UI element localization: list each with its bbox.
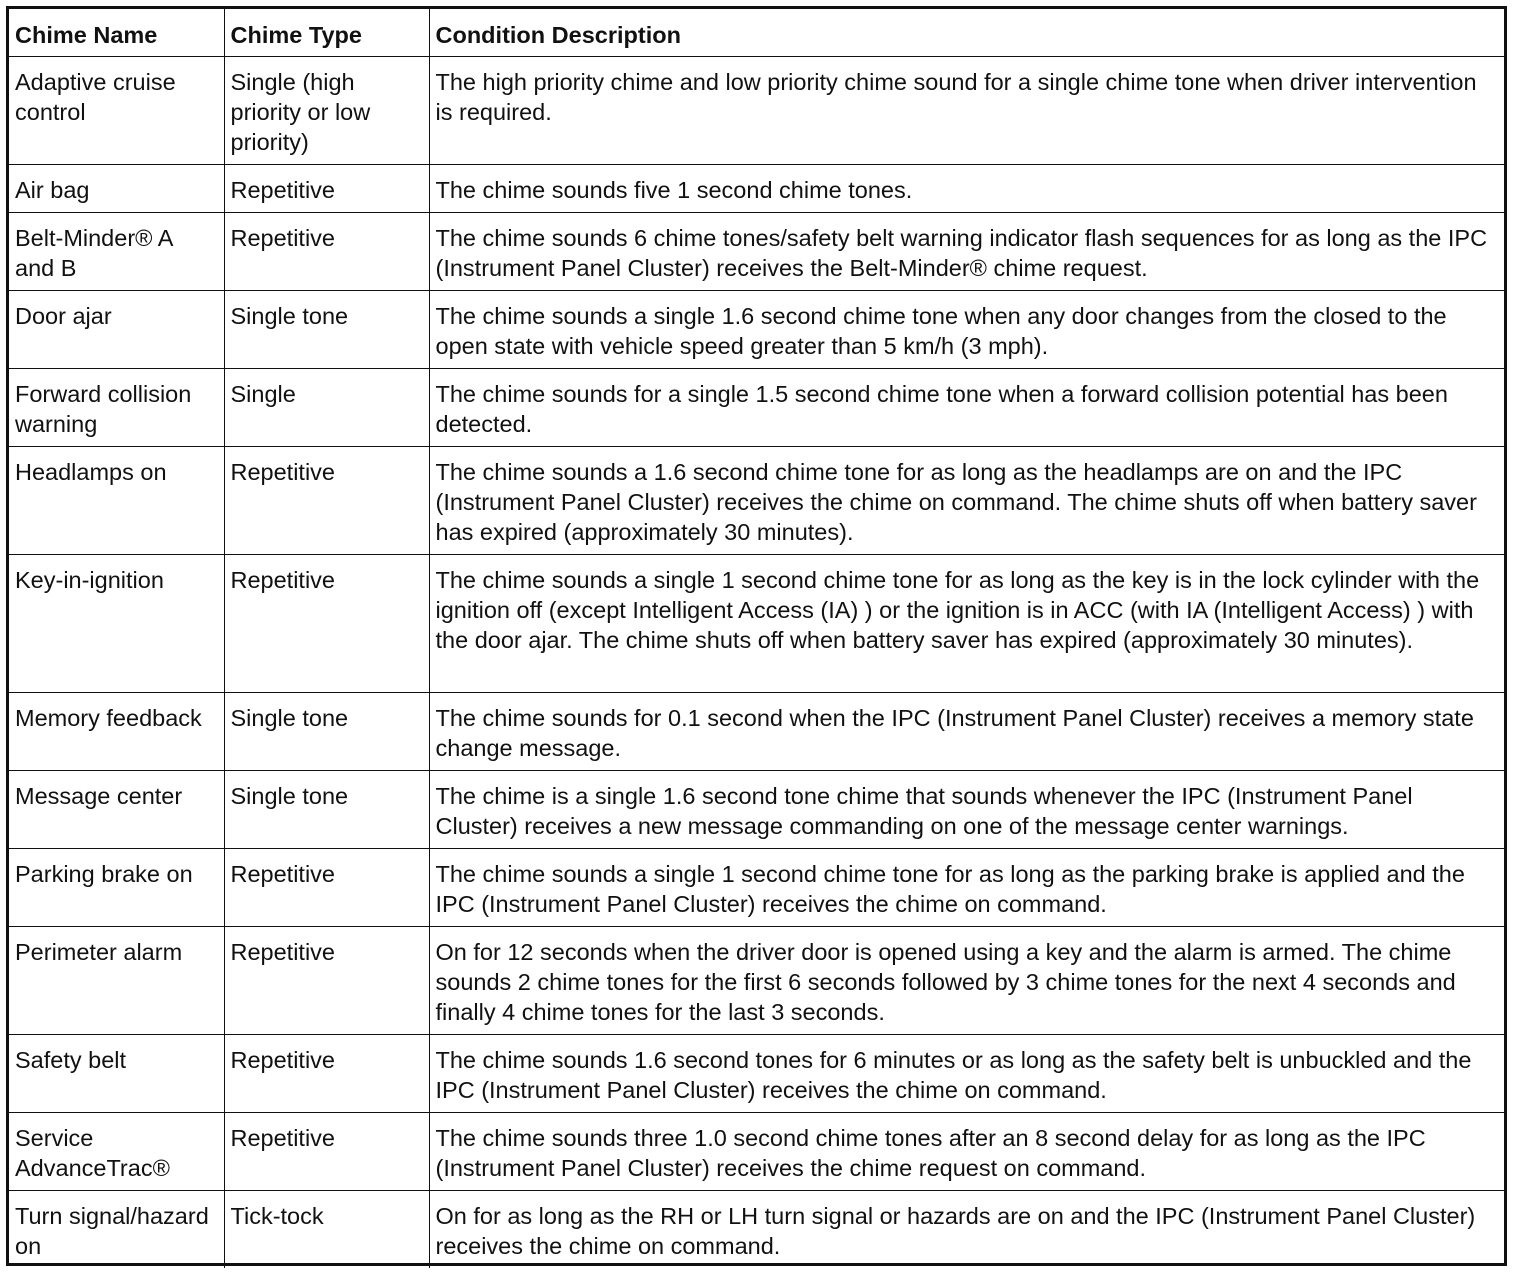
cell-condition-description: The chime sounds for 0.1 second when the IPC (Instrument Panel Cluster) receives a memory state change message. — [429, 693, 1504, 771]
chime-table-container — [6, 6, 1507, 1266]
cell-chime-name: Door ajar — [9, 291, 224, 369]
table-row — [9, 1191, 1504, 1268]
table-row — [9, 165, 1504, 213]
cell-chime-type: Repetitive — [224, 1113, 429, 1191]
chime-table — [9, 9, 1504, 1268]
cell-condition-description: The chime sounds a single 1 second chime tone for as long as the parking brake is applied and the IPC (Instrument Panel Cluster) receives the chime on command. — [429, 849, 1504, 927]
cell-chime-name: Safety belt — [9, 1035, 224, 1113]
cell-chime-type: Repetitive — [224, 1035, 429, 1113]
cell-chime-type: Repetitive — [224, 213, 429, 291]
cell-condition-description: The high priority chime and low priority chime sound for a single chime tone when driver intervention is required. — [429, 57, 1504, 165]
cell-chime-type: Single tone — [224, 693, 429, 771]
table-row — [9, 771, 1504, 849]
cell-condition-description: The chime sounds a single 1.6 second chime tone when any door changes from the closed to the open state with vehicle speed greater than 5 km/h (3 mph). — [429, 291, 1504, 369]
table-row — [9, 57, 1504, 165]
cell-condition-description: The chime sounds for a single 1.5 second chime tone when a forward collision potential has been detected. — [429, 369, 1504, 447]
cell-chime-name: Message center — [9, 771, 224, 849]
table-row — [9, 927, 1504, 1035]
cell-condition-description: The chime sounds 1.6 second tones for 6 minutes or as long as the safety belt is unbuckled and the IPC (Instrument Panel Cluster) receives the chime on command. — [429, 1035, 1504, 1113]
cell-condition-description: On for 12 seconds when the driver door is opened using a key and the alarm is armed. The chime sounds 2 chime tones for the first 6 seconds followed by 3 chime tones for the next 4 seconds and finally 4 chime tones for the last 3 seconds. — [429, 927, 1504, 1035]
table-row — [9, 1113, 1504, 1191]
table-row — [9, 213, 1504, 291]
cell-chime-type: Single (high priority or low priority) — [224, 57, 429, 165]
cell-chime-type: Single tone — [224, 771, 429, 849]
header-chime-type: Chime Type — [224, 9, 429, 57]
cell-condition-description: The chime sounds a 1.6 second chime tone for as long as the headlamps are on and the IPC (Instrument Panel Cluster) receives the chime on command. The chime shuts off when battery saver has expired (approximately 30 minutes). — [429, 447, 1504, 555]
cell-chime-type: Repetitive — [224, 927, 429, 1035]
cell-chime-type: Repetitive — [224, 165, 429, 213]
header-condition-description: Condition Description — [429, 9, 1504, 57]
table-row — [9, 555, 1504, 693]
table-row — [9, 1035, 1504, 1113]
cell-condition-description: The chime sounds three 1.0 second chime tones after an 8 second delay for as long as the IPC (Instrument Panel Cluster) receives the chime request on command. — [429, 1113, 1504, 1191]
cell-chime-name: Forward collision warning — [9, 369, 224, 447]
table-row — [9, 291, 1504, 369]
cell-chime-type: Tick-tock — [224, 1191, 429, 1268]
cell-chime-name: Key-in-ignition — [9, 555, 224, 693]
cell-chime-type: Single tone — [224, 291, 429, 369]
table-row — [9, 849, 1504, 927]
cell-chime-name: Air bag — [9, 165, 224, 213]
table-row — [9, 693, 1504, 771]
cell-chime-type: Repetitive — [224, 555, 429, 693]
cell-condition-description: The chime sounds 6 chime tones/safety belt warning indicator flash sequences for as long as the IPC (Instrument Panel Cluster) receives the Belt-Minder® chime request. — [429, 213, 1504, 291]
cell-chime-name: Perimeter alarm — [9, 927, 224, 1035]
table-row — [9, 447, 1504, 555]
cell-condition-description: On for as long as the RH or LH turn signal or hazards are on and the IPC (Instrument Panel Cluster) receives the chime on command. — [429, 1191, 1504, 1268]
cell-chime-name: Adaptive cruise control — [9, 57, 224, 165]
cell-chime-name: Service AdvanceTrac® — [9, 1113, 224, 1191]
header-row — [9, 9, 1504, 57]
cell-chime-type: Repetitive — [224, 447, 429, 555]
cell-chime-name: Parking brake on — [9, 849, 224, 927]
cell-chime-type: Repetitive — [224, 849, 429, 927]
cell-condition-description: The chime sounds five 1 second chime tones. — [429, 165, 1504, 213]
cell-chime-name: Turn signal/hazard on — [9, 1191, 224, 1268]
cell-chime-name: Memory feedback — [9, 693, 224, 771]
table-row — [9, 369, 1504, 447]
header-chime-name: Chime Name — [9, 9, 224, 57]
cell-condition-description: The chime is a single 1.6 second tone chime that sounds whenever the IPC (Instrument Panel Cluster) receives a new message commanding on one of the message center warnings. — [429, 771, 1504, 849]
cell-chime-name: Headlamps on — [9, 447, 224, 555]
cell-chime-type: Single — [224, 369, 429, 447]
cell-chime-name: Belt-Minder® A and B — [9, 213, 224, 291]
cell-condition-description: The chime sounds a single 1 second chime tone for as long as the key is in the lock cylinder with the ignition off (except Intelligent Access (IA) ) or the ignition is in ACC (with IA (Intelligent Access) ) with the door ajar. The chime shuts off when battery saver has expired (approximately 30 minutes). — [429, 555, 1504, 693]
